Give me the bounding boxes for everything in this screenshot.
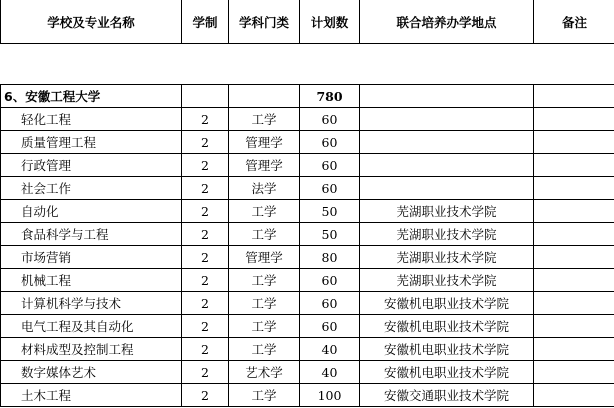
plan-cell: 60 (300, 292, 360, 315)
location-cell (360, 177, 534, 200)
duration-cell: 2 (182, 154, 229, 177)
table-row (1, 315, 614, 338)
table-row (1, 200, 614, 223)
plan-cell: 50 (300, 200, 360, 223)
plan-cell: 60 (300, 131, 360, 154)
duration-cell: 2 (182, 269, 229, 292)
header-row (1, 0, 614, 44)
table-row (1, 177, 614, 200)
duration-cell: 2 (182, 200, 229, 223)
location-cell: 芜湖职业技术学院 (360, 269, 534, 292)
duration-cell: 2 (182, 108, 229, 131)
table-row (1, 223, 614, 246)
plan-cell: 40 (300, 338, 360, 361)
major-name: 数字媒体艺术 (1, 361, 182, 384)
remark-cell (534, 108, 614, 131)
major-name: 自动化 (1, 200, 182, 223)
duration-cell: 2 (182, 223, 229, 246)
duration-cell: 2 (182, 315, 229, 338)
location-cell: 芜湖职业技术学院 (360, 200, 534, 223)
plan-cell: 60 (300, 177, 360, 200)
category-cell: 工学 (229, 384, 300, 407)
major-name: 市场营销 (1, 246, 182, 269)
school-duration-cell (182, 85, 229, 108)
category-cell: 管理学 (229, 131, 300, 154)
location-cell (360, 131, 534, 154)
major-name: 轻化工程 (1, 108, 182, 131)
table-header (0, 0, 614, 44)
category-cell: 工学 (229, 200, 300, 223)
table-row (1, 246, 614, 269)
remark-cell (534, 154, 614, 177)
plan-cell: 40 (300, 361, 360, 384)
category-cell: 工学 (229, 292, 300, 315)
table-row (1, 384, 614, 407)
header-duration: 学制 (182, 0, 229, 44)
remark-cell (534, 177, 614, 200)
plan-cell: 60 (300, 154, 360, 177)
duration-cell: 2 (182, 246, 229, 269)
header-category: 学科门类 (229, 0, 300, 44)
school-category-cell (229, 85, 300, 108)
location-cell (360, 108, 534, 131)
duration-cell: 2 (182, 131, 229, 154)
major-name: 计算机科学与技术 (1, 292, 182, 315)
table-row (1, 338, 614, 361)
category-cell: 管理学 (229, 154, 300, 177)
remark-cell (534, 200, 614, 223)
plan-cell: 80 (300, 246, 360, 269)
plan-cell: 50 (300, 223, 360, 246)
category-cell: 工学 (229, 338, 300, 361)
school-row (1, 85, 614, 108)
location-cell: 安徽机电职业技术学院 (360, 361, 534, 384)
major-name: 质量管理工程 (1, 131, 182, 154)
plan-cell: 60 (300, 269, 360, 292)
school-name: 6、安徽工程大学 (1, 85, 182, 108)
enrollment-table (0, 84, 614, 407)
category-cell: 艺术学 (229, 361, 300, 384)
table-row (1, 108, 614, 131)
major-name: 土木工程 (1, 384, 182, 407)
major-name: 机械工程 (1, 269, 182, 292)
major-name: 行政管理 (1, 154, 182, 177)
location-cell (360, 154, 534, 177)
location-cell: 安徽机电职业技术学院 (360, 315, 534, 338)
table-row (1, 131, 614, 154)
plan-cell: 60 (300, 108, 360, 131)
remark-cell (534, 361, 614, 384)
duration-cell: 2 (182, 384, 229, 407)
remark-cell (534, 315, 614, 338)
category-cell: 工学 (229, 269, 300, 292)
remark-cell (534, 292, 614, 315)
remark-cell (534, 223, 614, 246)
category-cell: 工学 (229, 223, 300, 246)
remark-cell (534, 269, 614, 292)
table-row (1, 292, 614, 315)
remark-cell (534, 131, 614, 154)
major-name: 材料成型及控制工程 (1, 338, 182, 361)
school-remark-cell (534, 85, 614, 108)
remark-cell (534, 338, 614, 361)
category-cell: 管理学 (229, 246, 300, 269)
major-name: 电气工程及其自动化 (1, 315, 182, 338)
location-cell: 安徽机电职业技术学院 (360, 338, 534, 361)
header-remark: 备注 (534, 0, 614, 44)
remark-cell (534, 384, 614, 407)
location-cell: 安徽机电职业技术学院 (360, 292, 534, 315)
table-row (1, 361, 614, 384)
school-total: 780 (300, 85, 360, 108)
location-cell: 芜湖职业技术学院 (360, 223, 534, 246)
remark-cell (534, 246, 614, 269)
plan-cell: 60 (300, 315, 360, 338)
duration-cell: 2 (182, 338, 229, 361)
category-cell: 工学 (229, 108, 300, 131)
location-cell: 安徽交通职业技术学院 (360, 384, 534, 407)
table-row (1, 154, 614, 177)
header-school-major: 学校及专业名称 (1, 0, 182, 44)
header-location: 联合培养办学地点 (360, 0, 534, 44)
school-location-cell (360, 85, 534, 108)
category-cell: 法学 (229, 177, 300, 200)
duration-cell: 2 (182, 177, 229, 200)
duration-cell: 2 (182, 361, 229, 384)
duration-cell: 2 (182, 292, 229, 315)
table-row (1, 269, 614, 292)
header-plan: 计划数 (300, 0, 360, 44)
plan-cell: 100 (300, 384, 360, 407)
location-cell: 芜湖职业技术学院 (360, 246, 534, 269)
major-name: 食品科学与工程 (1, 223, 182, 246)
category-cell: 工学 (229, 315, 300, 338)
major-name: 社会工作 (1, 177, 182, 200)
